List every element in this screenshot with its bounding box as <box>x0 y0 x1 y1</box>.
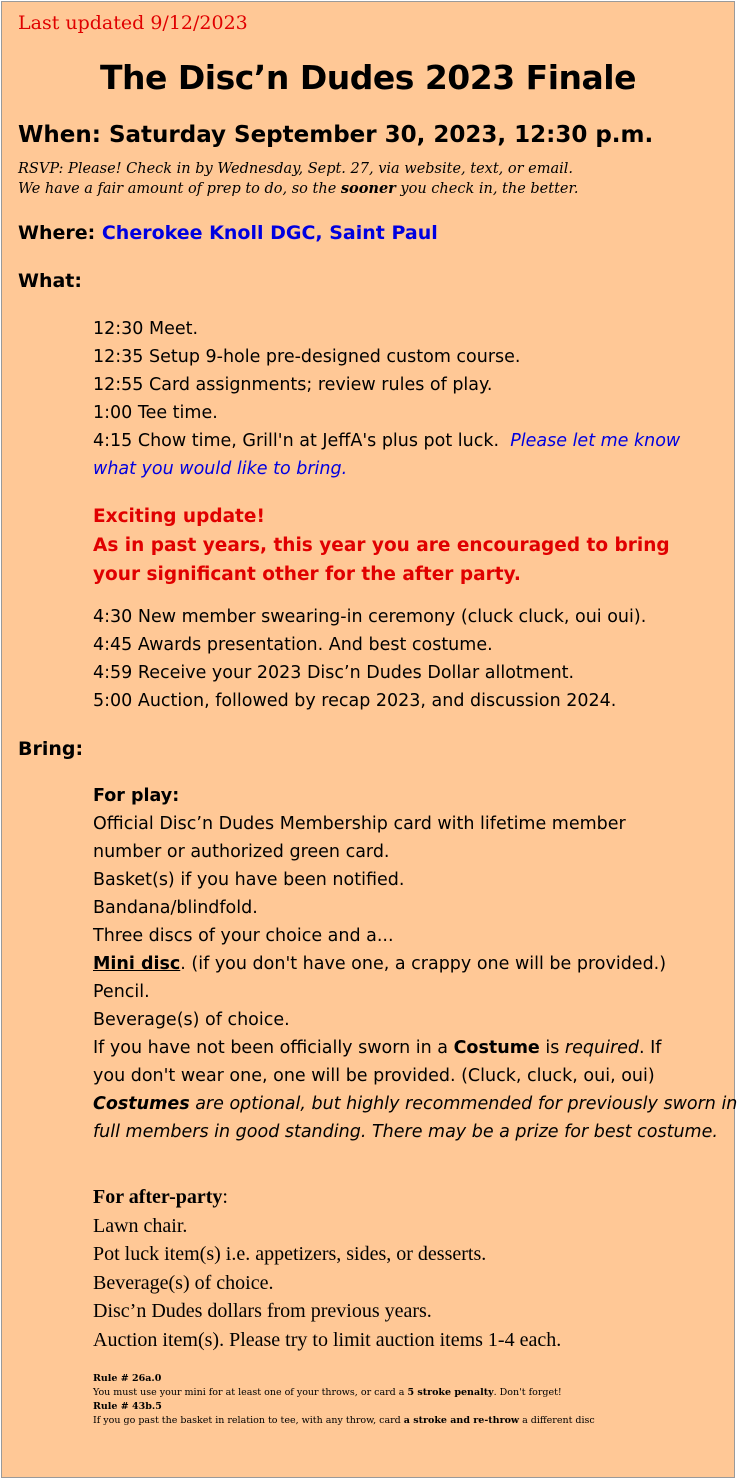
for-play-list <box>93 782 738 1146</box>
rule-text <box>93 1386 713 1400</box>
rule-text-bold: a stroke and re-throw <box>403 1415 520 1426</box>
costume-mid: is <box>539 1038 565 1058</box>
play-item: Three discs of your choice and a... <box>93 926 394 946</box>
where-location-link[interactable]: Cherokee Knoll DGC, Saint Paul <box>101 222 438 244</box>
rsvp-sooner: sooner <box>340 180 396 197</box>
costume-line-2: you don't wear one, one will be provided. (Cluck, cluck, oui, oui) <box>93 1066 655 1086</box>
costume-required: required <box>564 1038 640 1058</box>
rsvp-line-2-post: you check in, the better. <box>395 181 579 197</box>
rule-text-post: . Don't forget! <box>493 1387 562 1398</box>
last-updated: Last updated 9/12/2023 <box>18 12 248 34</box>
schedule-item: 12:35 Setup 9-hole pre-designed custom course. <box>93 347 521 367</box>
when-value: Saturday September 30, 2023, 12:30 p.m. <box>108 122 654 148</box>
schedule-item: 4:45 Awards presentation. And best costume. <box>93 635 493 655</box>
rule-text-pre: If you go past the basket in relation to tee, with any throw, card <box>93 1415 404 1426</box>
schedule-item: 12:30 Meet. <box>93 319 199 339</box>
update-title: Exciting update! <box>93 506 265 527</box>
after-item: Pot luck item(s) i.e. appetizers, sides, or desserts. <box>93 1243 487 1265</box>
rule-text-pre: You must use your mini for at least one of your throws, or card a <box>93 1387 408 1398</box>
chow-note-b: what you would like to bring. <box>93 459 348 479</box>
for-play-heading: For play: <box>93 786 180 806</box>
rsvp-line-2-pre: We have a fair amount of prep to do, so the <box>18 181 341 197</box>
rule-text-bold: 5 stroke penalty <box>407 1387 494 1398</box>
mini-disc-label: Mini disc <box>93 954 181 974</box>
what-schedule-2 <box>93 603 723 715</box>
costume-post: . If <box>639 1038 662 1058</box>
play-item: Official Disc’n Dudes Membership card with lifetime member <box>93 814 626 834</box>
rsvp-line-1: RSVP: Please! Check in by Wednesday, Sept. 27, via website, text, or email. <box>18 161 574 177</box>
after-party-heading: For after-party <box>93 1186 223 1208</box>
after-party-colon: : <box>222 1186 228 1208</box>
rule-text <box>93 1414 713 1428</box>
play-item-mini <box>93 950 723 978</box>
after-item: Auction item(s). Please try to limit auction items 1-4 each. <box>93 1328 562 1351</box>
where-line <box>18 222 438 244</box>
what-label: What: <box>18 270 82 292</box>
schedule-item: 4:30 New member swearing-in ceremony (cluck cluck, oui oui). <box>93 607 647 627</box>
rsvp-line-2 <box>18 179 578 199</box>
play-item: Bandana/blindfold. <box>93 898 258 918</box>
play-item: Beverage(s) of choice. <box>93 1010 290 1030</box>
schedule-item: 1:00 Tee time. <box>93 403 218 423</box>
chow-note-a: Please let me know <box>510 431 681 451</box>
rule-text-post: a different disc <box>519 1415 595 1426</box>
after-item: Disc’n Dudes dollars from previous years. <box>93 1300 432 1322</box>
after-party-heading-line <box>93 1183 723 1212</box>
page-title: The Disc’n Dudes 2023 Finale <box>100 58 636 97</box>
play-item: Basket(s) if you have been notified. <box>93 870 405 890</box>
schedule-item: 5:00 Auction, followed by recap 2023, and discussion 2024. <box>93 691 617 711</box>
after-item: Beverage(s) of choice. <box>93 1271 274 1294</box>
rsvp-note <box>18 159 578 199</box>
bring-label: Bring: <box>18 738 84 760</box>
when-label: When: <box>18 122 101 148</box>
costume-optional-line-1 <box>93 1090 738 1118</box>
chow-text: 4:15 Chow time, Grill'n at JeffA's plus pot luck. <box>93 431 500 451</box>
after-item: Lawn chair. <box>93 1214 188 1237</box>
mini-disc-note: . (if you don't have one, a crappy one will be provided.) <box>180 954 667 974</box>
costume-bold: Costume <box>453 1038 540 1058</box>
update-line-1: As in past years, this year you are encouraged to bring <box>93 535 670 556</box>
costume-pre: If you have not been officially sworn in a <box>93 1038 454 1058</box>
what-schedule <box>93 315 723 483</box>
flyer-page <box>1 1 738 1478</box>
optional-text: are optional, but highly recommended for previously sworn in <box>189 1094 738 1114</box>
costume-optional-line-2: full members in good standing. There may be a prize for best costume. <box>93 1122 718 1142</box>
where-label: Where: <box>18 222 96 244</box>
play-item-costume <box>93 1034 723 1062</box>
rule-title: Rule # 26a.0 <box>93 1373 162 1384</box>
schedule-item-chow <box>93 427 723 455</box>
schedule-item: 4:59 Receive your 2023 Disc’n Dudes Dollar allotment. <box>93 663 575 683</box>
when-line <box>18 122 653 148</box>
play-item: number or authorized green card. <box>93 842 390 862</box>
rule-title: Rule # 43b.5 <box>93 1401 162 1412</box>
exciting-update <box>93 502 723 589</box>
after-party-list <box>93 1183 723 1354</box>
schedule-item: 12:55 Card assignments; review rules of play. <box>93 375 493 395</box>
costumes-bold: Costumes <box>93 1094 190 1114</box>
play-item: Pencil. <box>93 982 150 1002</box>
update-line-2: your significant other for the after party. <box>93 564 521 585</box>
rules-section <box>93 1372 713 1428</box>
